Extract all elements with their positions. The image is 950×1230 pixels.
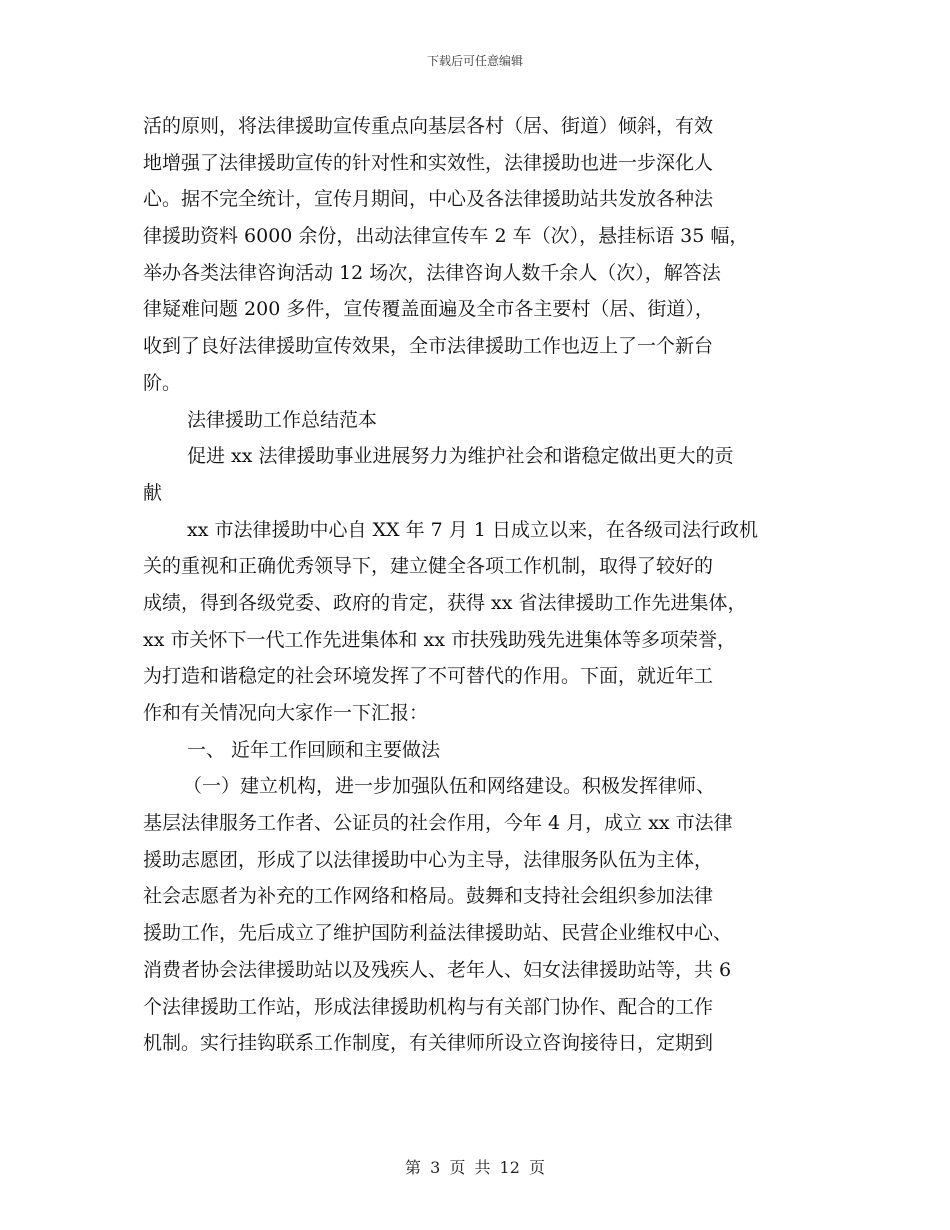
body-line: 阶。 (143, 371, 182, 394)
body-line: 关的重视和正确优秀领导下，建立健全各项工作机制，取得了较好的 (143, 555, 714, 578)
body-line: 心。据不完全统计，宣传月期间，中心及各法律援助站共发放各种法 (143, 188, 714, 211)
body-line: 机制。实行挂钩联系工作制度，有关律师所设立咨询接待日，定期到 (143, 1032, 714, 1055)
section-title: 法律援助工作总结范本 (187, 408, 378, 431)
body-line: 律疑难问题 200 多件，宣传覆盖面遍及全市各主要村（居、街道）， (143, 298, 714, 321)
body-line: 活的原则，将法律援助宣传重点向基层各村（居、街道）倾斜，有效 (143, 115, 714, 137)
body-line: xx 市法律援助中心自 XX 年 7 月 1 日成立以来，在各级司法行政机 (187, 518, 758, 541)
body-line: 收到了良好法律援助宣传效果，全市法律援助工作也迈上了一个新台 (143, 335, 714, 358)
body-line: 促进 xx 法律援助事业进展努力为维护社会和谐稳定做出更大的贡 (187, 445, 734, 468)
body-line: 社会志愿者为补充的工作网络和格局。鼓舞和支持社会组织参加法律 (143, 885, 714, 908)
body-line: 举办各类法律咨询活动 12 场次，法律咨询人数千余人（次），解答法 (143, 261, 721, 284)
body-line: 基层法律服务工作者、公证员的社会作用，今年 4 月，成立 xx 市法律 (143, 812, 733, 835)
body-line: 援助工作，先后成立了维护国防利益法律援助站、民营企业维权中心、 (143, 922, 733, 945)
section-heading: 一、 近年工作回顾和主要做法 (187, 738, 441, 761)
body-line: 地增强了法律援助宣传的针对性和实效性，法律援助也进一步深化人 (143, 151, 714, 174)
body-line: 献 (143, 481, 163, 504)
body-line: 消费者协会法律援助站以及残疾人、老年人、妇女法律援助站等，共 6 (143, 958, 732, 981)
body-line: xx 市关怀下一代工作先进集体和 xx 市扶残助残先进集体等多项荣誉， (143, 628, 736, 651)
document-body (143, 108, 811, 1062)
body-line: 作和有关情况向大家作一下汇报： (143, 702, 429, 724)
page-header: 下载后可任意编辑 (426, 54, 523, 68)
subsection-heading: （一）建立机构，进一步加强队伍和网络建设。积极发挥律师、 (183, 775, 716, 798)
body-line: 个法律援助工作站，形成法律援助机构与有关部门协作、配合的工作 (143, 995, 714, 1018)
body-line: 成绩，得到各级党委、政府的肯定，获得 xx 省法律援助工作先进集体， (143, 591, 747, 614)
page-number: 第 3 页 共 12 页 (405, 1158, 545, 1177)
body-line: 律援助资料 6000 余份，出动法律宣传车 2 车（次），悬挂标语 35 幅， (143, 225, 749, 248)
body-line: 援助志愿团，形成了以法律援助中心为主导，法律服务队伍为主体， (143, 848, 714, 871)
body-line: 为打造和谐稳定的社会环境发挥了不可替代的作用。下面，就近年工 (143, 665, 714, 688)
